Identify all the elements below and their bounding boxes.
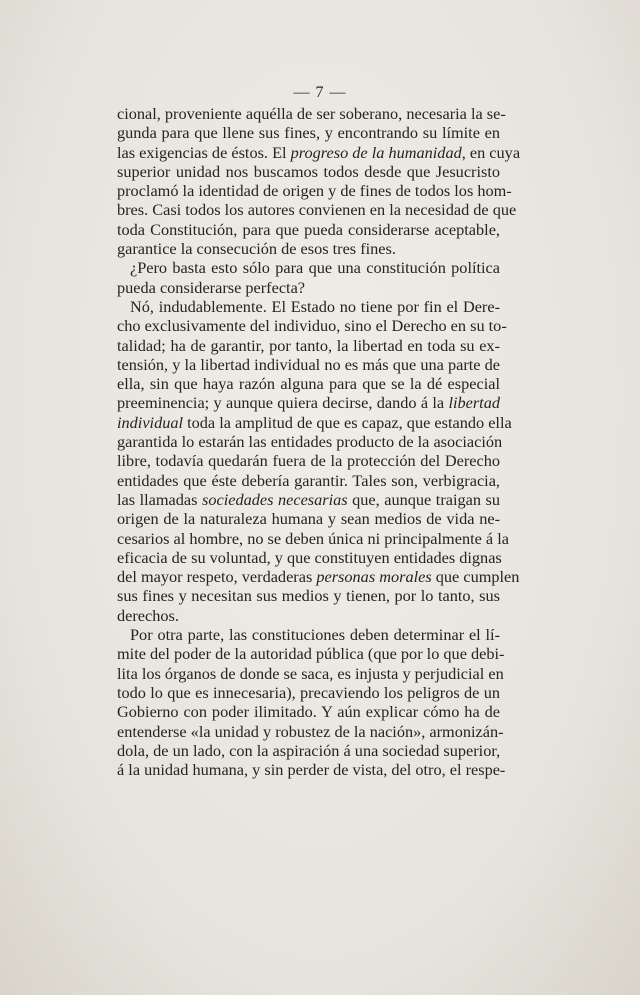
text-run: toda la amplitud de que es capaz, que estando ella [183,412,512,432]
text-line [117,606,500,625]
text-run: garantice la consecución de esos tres fines. [117,239,396,259]
text-run: del mayor respeto, verdaderas [117,567,317,587]
italic-phrase: sociedades necesarias [202,489,348,509]
text-run: entidades que éste debería garantir. Tales son, verbigracia, [117,470,500,490]
text-line [117,393,500,412]
text-line [117,374,500,393]
text-line [117,278,500,297]
text-run: sus fines y necesitan sus medios y tienen, por lo tanto, sus [117,586,500,606]
text-run: á la unidad humana, y sin perder de vista, del otro, el respe- [117,760,506,780]
text-run: derechos. [117,605,179,625]
text-line [117,104,506,123]
text-line [117,760,506,780]
text-run: las llamadas [117,489,203,509]
text-run: eficacia de su voluntad, y que constituyen entidades dignas [117,547,502,567]
text-run: que, aunque traigan su [347,489,501,509]
text-run: , en cuya [461,142,521,162]
text-line [117,412,512,432]
text-run: superior unidad nos buscamos todos desde que Jesucristo [117,161,500,181]
text-line [117,586,500,605]
text-run: garantida lo estarán las entidades producto de la asociación [117,432,503,452]
text-run: lita los órganos de donde se saca, es injusta y perjudicial en [117,663,504,683]
text-line [117,239,500,258]
text-run: talidad; ha de garantir, por tanto, la libertad en toda su ex- [117,335,500,355]
text-line [117,702,500,721]
text-line [117,297,500,316]
text-line [117,336,500,355]
paragraph [117,625,506,780]
text-line [117,644,505,664]
text-line [117,471,500,490]
text-line [117,316,507,336]
text-run: libre, todavía quedarán fuera de la protección del Derecho [117,451,500,471]
text-run: cho exclusivamente del individuo, sino el Derecho en su to- [117,316,507,336]
text-run: bres. Casi todos los autores convienen en la necesidad de que [117,200,517,220]
body-text [117,104,521,780]
text-run: mite del poder de la autoridad pública (que por lo que debi- [117,644,505,664]
text-line [117,683,500,702]
text-run: Por otra parte, las constituciones deben determinar el lí- [130,625,500,645]
text-run: que cumplen [431,567,520,587]
text-line [117,200,517,220]
italic-phrase: progreso de la humanidad [290,142,462,162]
text-line [117,741,500,760]
text-run: entenderse «la unidad y robustez de la nación», armonizán- [117,721,504,741]
text-line [117,142,521,162]
text-line [117,625,500,644]
text-run: dola, de un lado, con la aspiración á una sociedad superior, [117,740,501,760]
text-line [117,490,500,509]
paragraph [117,104,521,259]
text-line [117,355,500,374]
text-run: todo lo que es innecesaria), precaviendo los peligros de un [117,682,500,702]
text-line [117,432,503,452]
text-run: tensión, y la libertad individual no es más que una parte de [117,354,500,374]
text-run: ¿Pero basta esto sólo para que una constitución política [130,258,500,278]
text-run: cional, proveniente aquélla de ser soberano, necesaria la se- [117,104,506,123]
text-line [117,162,500,181]
text-run: Nó, indudablemente. El Estado no tiene por fin el Dere- [130,296,500,316]
text-run: las exigencias de éstos. El [117,142,291,162]
text-line [117,220,500,239]
text-line [117,721,504,741]
text-line [117,663,504,683]
text-run: Gobierno con poder ilimitado. Y aún explicar cómo ha de [117,702,500,722]
text-run: pueda considerarse perfecta? [117,277,306,297]
italic-phrase: personas morales [316,567,432,587]
text-run: origen de la naturaleza humana y sean medios de vida ne- [117,509,500,529]
italic-phrase: libertad [448,393,500,413]
text-line [117,528,509,548]
text-line [117,181,512,201]
page-number: — 7 — [293,84,347,101]
italic-phrase: individual [117,412,184,432]
paragraph [117,258,500,297]
text-run: ella, sin que haya razón alguna para que se la dé especial [117,374,500,394]
text-run: cesarios al hombre, no se deben única ni principalmente á la [117,528,509,548]
text-line [117,451,500,470]
text-line [117,258,500,277]
paragraph [117,296,520,625]
text-run: toda Constitución, para que pueda considerarse aceptable, [117,219,500,239]
text-run: gunda para que llene sus fines, y encontrando su límite en [117,123,500,143]
text-line [117,509,500,528]
text-run: proclamó la identidad de origen y de fines de todos los hom- [117,181,512,201]
text-run: preeminencia; y aunque quiera decirse, dando á la [117,393,449,413]
text-line [117,567,520,587]
text-line [117,548,500,567]
text-line [117,123,500,142]
